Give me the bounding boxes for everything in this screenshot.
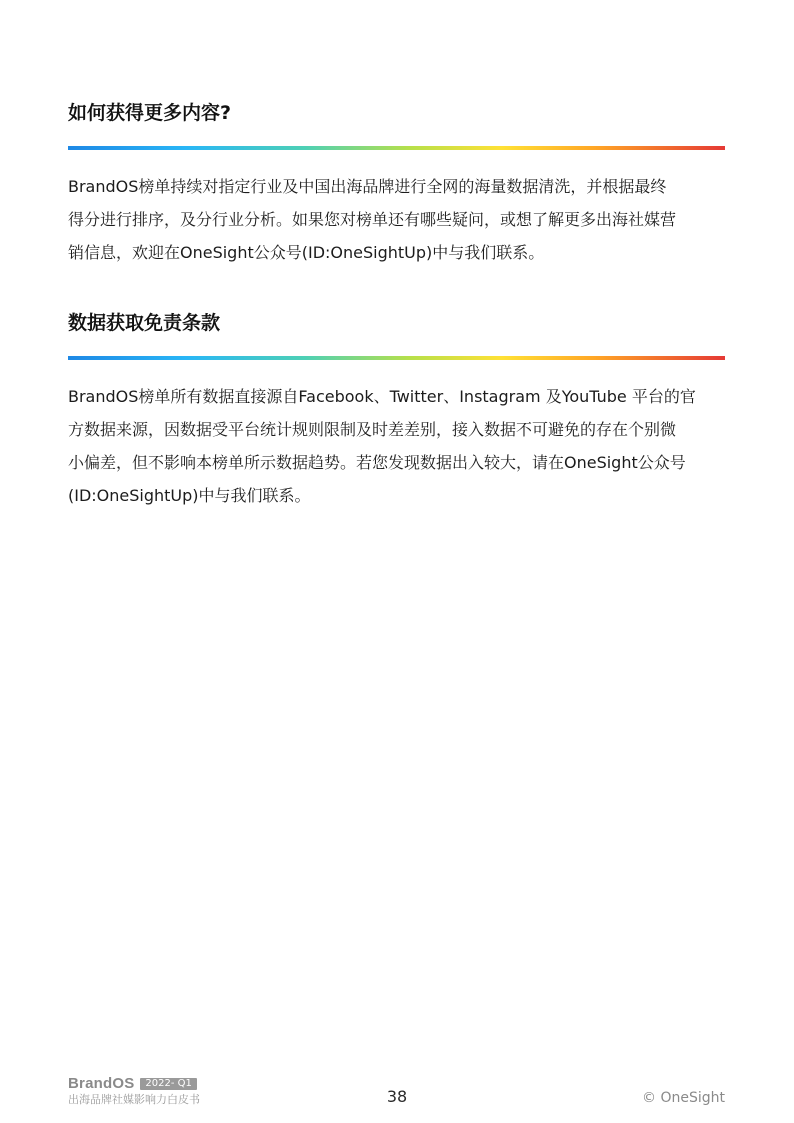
section-more-content [68,98,725,269]
page-number: 38 [386,1087,408,1106]
paragraph-line: 销信息，欢迎在OneSight公众号(ID:OneSightUp)中与我们联系。 [68,243,545,262]
section-title: 数据获取免责条款 [68,312,221,334]
paragraph-line: BrandOS榜单所有数据直接源自Facebook、Twitter、Instagram 及YouTube 平台的官 [68,387,696,406]
brand-logo: BrandOS [68,1075,135,1092]
report-subtitle: 出海品牌社媒影响力白皮书 [68,1093,200,1106]
edition-badge: 2022- Q1 [140,1078,196,1090]
rainbow-divider [68,356,725,360]
paragraph-line: 小偏差，但不影响本榜单所示数据趋势。若您发现数据出入较大，请在OneSight公众号 [68,453,686,472]
paragraph-line: (ID:OneSightUp)中与我们联系。 [68,486,311,505]
paragraph-line: BrandOS榜单持续对指定行业及中国出海品牌进行全网的海量数据清洗，并根据最终 [68,177,667,196]
copyright-notice: © OneSight [642,1090,725,1106]
section-title: 如何获得更多内容? [68,102,232,124]
section-data-disclaimer [68,308,725,512]
page-footer [0,1068,794,1118]
paragraph-line: 方数据来源，因数据受平台统计规则限制及时差差别，接入数据不可避免的存在个别微 [68,420,677,439]
rainbow-divider [68,146,725,150]
section-paragraph [68,380,725,512]
brand-logo-group [68,1076,197,1092]
section-paragraph [68,170,725,269]
paragraph-line: 得分进行排序，及分行业分析。如果您对榜单还有哪些疑问，或想了解更多出海社媒营 [68,210,677,229]
